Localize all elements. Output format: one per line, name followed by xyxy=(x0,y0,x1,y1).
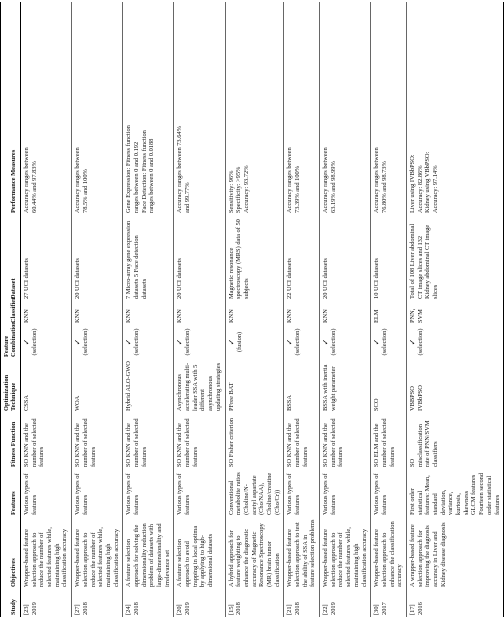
table-row xyxy=(21,2,72,617)
classifier-cell: KNN xyxy=(174,301,225,325)
table-row xyxy=(406,2,503,617)
objectives-cell: Wrapper-based feature selection approach to test the ability of SSA in feature selection problems xyxy=(284,517,320,589)
performance-measures-cell xyxy=(21,2,72,215)
performance-line: Accuracy ranges between xyxy=(74,147,82,213)
study-year: 2018 xyxy=(235,602,243,615)
optimization-technique-cell: SCO xyxy=(371,359,407,413)
combination-type: (selection) xyxy=(31,328,38,356)
header-classifier: Classifier xyxy=(1,301,21,325)
performance-line: 76.80% and 98.73% xyxy=(380,161,388,213)
fitness-function-cell: SO Fisher criterion xyxy=(225,413,284,469)
fitness-function-cell: SO ELM and the number of selected features xyxy=(371,413,407,469)
combination-type: (fusion) xyxy=(235,331,243,353)
combination-type: (selection) xyxy=(184,328,192,356)
checkmark-icon: ✓ xyxy=(285,338,295,346)
table-row xyxy=(371,2,407,617)
objectives-cell: A feature selection approach to avoid trapping in local optima by applying to high-dimensional datasets xyxy=(174,517,225,589)
study-cell xyxy=(21,589,72,617)
features-cell: Various types of features xyxy=(371,469,407,517)
combination-type: (selection) xyxy=(133,328,141,356)
study-ref: [23] xyxy=(23,604,30,615)
header-fitness-function: Fitness Function xyxy=(1,413,21,469)
performance-line: Accuracy ranges between 73.64% xyxy=(176,126,184,213)
objectives-cell: Wrapper-based feature selection approach to reduce the number of selected features while, maintaining high classification accuracy xyxy=(72,517,123,589)
comparison-table xyxy=(0,2,504,617)
dataset-cell: 27 UCI datasets xyxy=(21,215,72,301)
header-row xyxy=(1,2,21,617)
checkmark-icon: ✓ xyxy=(321,338,331,346)
study-cell xyxy=(284,589,320,617)
classifier-cell: KNN xyxy=(320,301,371,325)
combination-type: (selection) xyxy=(294,328,302,356)
checkmark-icon: ✓ xyxy=(22,338,31,346)
study-year: 2018 xyxy=(132,602,140,615)
study-ref: [24] xyxy=(125,604,133,615)
table-row xyxy=(174,2,225,617)
features-cell: First order statistical features: Mean, standard deviation, variance, kurtosis, skewness GLCM features Fourteen second order statistical features xyxy=(406,469,503,517)
features-cell: Conventional metabolite ratios (Choline/N-acetyl aspartate (Cho/NAA), Choline/creatine (Cho/Cr)) xyxy=(225,469,284,517)
objectives-cell: A hybrid approach for feature weighting to enhance the diagnostic accuracy of Magnetic Resonance Spectroscopy (MR) brain tumor classification xyxy=(225,517,284,589)
feature-combination-cell xyxy=(225,325,284,359)
feature-combination-cell xyxy=(320,325,371,359)
header-objectives: Objectives xyxy=(1,517,21,589)
study-ref: [27] xyxy=(74,604,82,615)
study-cell xyxy=(72,589,123,617)
header-study: Study xyxy=(1,589,21,617)
study-year: 2017 xyxy=(380,602,388,615)
checkmark-icon: ✓ xyxy=(73,338,83,346)
classifier-cell: KNN xyxy=(225,301,284,325)
feature-combination-cell xyxy=(284,325,320,359)
classifier-cell: KNN xyxy=(284,301,320,325)
study-ref: [30] xyxy=(373,604,381,615)
features-cell: Various types of features xyxy=(320,469,371,517)
performance-measures-cell xyxy=(320,2,371,215)
objectives-cell: Wrapper-based feature selection approach to reduce the number of selected features while, maintaining high classification accuracy xyxy=(320,517,371,589)
classifier-cell: KNN xyxy=(72,301,123,325)
classifier-cell: PNN, SVM xyxy=(406,301,503,325)
study-year: 2016 xyxy=(416,602,424,615)
dataset-cell: 20 UCI datasets xyxy=(320,215,371,301)
performance-line: and 99.77% xyxy=(184,182,192,213)
fitness-function-cell: SO KNN and the number of selected features xyxy=(72,413,123,469)
performance-line: Accuracy ranges between xyxy=(373,147,381,213)
performance-line: 63.19% and 98.99% xyxy=(329,161,337,213)
checkmark-icon: ✓ xyxy=(175,338,185,346)
classifier-cell: ELM xyxy=(371,301,407,325)
features-cell: Various types of features xyxy=(21,469,72,517)
performance-line: 73.39% and 100% xyxy=(294,165,301,213)
study-year: 2018 xyxy=(81,602,89,615)
performance-line: 60.44% and 97.83% xyxy=(30,161,38,213)
classifier-cell: KNN xyxy=(123,301,174,325)
performance-line: Accuracy: 93.72% xyxy=(242,165,250,213)
objectives-cell: Wrapper-based feature selection approach to enhance the classification accuracy xyxy=(371,517,407,589)
study-cell xyxy=(371,589,407,617)
checkmark-icon: ✓ xyxy=(372,338,382,346)
study-year: 2018 xyxy=(294,602,301,615)
dataset-cell: 20 UCI datasets xyxy=(174,215,225,301)
study-year: 2019 xyxy=(184,602,192,615)
performance-line: ranges between 0 and 0.0188 xyxy=(148,138,156,213)
performance-measures-cell xyxy=(225,2,284,215)
performance-line: Accuracy: 97.14% xyxy=(432,165,439,213)
fitness-function-cell: SO KNN and the number of selected features xyxy=(21,413,72,469)
study-cell xyxy=(174,589,225,617)
optimization-technique-cell: WOA xyxy=(72,359,123,413)
performance-line: Accuracy ranges between xyxy=(286,147,294,213)
feature-combination-cell xyxy=(72,325,123,359)
performance-line: Accuracy ranges between xyxy=(322,147,330,213)
objectives-cell: Wrapper-based feature selection approach to reduce the number of selected features while, maintaining high classification accuracy xyxy=(21,517,72,589)
study-year: 2019 xyxy=(329,602,337,615)
performance-measures-cell xyxy=(371,2,407,215)
study-ref: [15] xyxy=(227,604,235,615)
feature-combination-cell xyxy=(371,325,407,359)
study-ref: [22] xyxy=(322,604,330,615)
checkmark-icon: ✓ xyxy=(124,338,134,346)
header-dataset: Dataset xyxy=(1,215,21,301)
table-body xyxy=(21,2,504,617)
optimization-technique-cell: PFree BAT xyxy=(225,359,284,413)
performance-line: Accuracy: 82.86% xyxy=(416,165,424,213)
optimization-technique-cell: BSSA xyxy=(284,359,320,413)
header-features: Features xyxy=(1,469,21,517)
performance-line: Accuracy ranges between xyxy=(23,147,30,213)
feature-combination-cell xyxy=(406,325,503,359)
study-cell xyxy=(406,589,503,617)
combination-type: (selection) xyxy=(82,328,90,356)
header-optimization-technique: Optimization Technique xyxy=(1,359,21,413)
dataset-cell: 10 UCI datasets xyxy=(371,215,407,301)
table-row xyxy=(72,2,123,617)
table-row xyxy=(225,2,284,617)
performance-measures-cell xyxy=(72,2,123,215)
optimization-technique-cell: Hybrid ALO-GWO xyxy=(123,359,174,413)
table-row xyxy=(123,2,174,617)
header-performance-measures: Performance Measures xyxy=(1,2,21,215)
optimization-technique-cell: Asynchronous accelerating multi-leader SSA with 5 different asynchronous updating strategies xyxy=(174,359,225,413)
fitness-function-cell: SO KNN and the number of selected features xyxy=(320,413,371,469)
header-feature-combination: Feature Combination xyxy=(1,325,21,359)
classifier-cell: KNN xyxy=(21,301,72,325)
performance-measures-cell xyxy=(174,2,225,215)
dataset-cell: Total of 108 Liver abdominal CT image slices and 132 Kidney abdominal CT image slices xyxy=(406,215,503,301)
fitness-function-cell: SO KNN and the number of selected features xyxy=(123,413,174,469)
table-row xyxy=(320,2,371,617)
performance-line: Kidney using VBbPSO: xyxy=(424,151,432,213)
performance-line: Sensitivity: 96% xyxy=(227,170,235,213)
combination-type: (selection) xyxy=(416,328,424,356)
study-cell xyxy=(320,589,371,617)
optimization-technique-cell: VBBPSO IVBbPSO xyxy=(406,359,503,413)
objectives-cell: A feature selection approach for solving the dimensionality reduction problem of datasets with large-dimensionality and irrelevance set xyxy=(123,517,174,589)
performance-line: Liver using IVBbPSO: xyxy=(408,154,416,213)
dataset-cell: 22 UCI datasets xyxy=(284,215,320,301)
performance-measures-cell xyxy=(284,2,320,215)
performance-line: ranges between 0 and 0.192 xyxy=(132,141,140,213)
table-row xyxy=(284,2,320,617)
features-cell: Various types of features xyxy=(284,469,320,517)
fitness-function-cell: SO misclassification rate of PNN/SVM classifiers xyxy=(406,413,503,469)
checkmark-icon: ✓ xyxy=(226,338,236,346)
performance-measures-cell xyxy=(406,2,503,215)
fitness-function-cell: SO KNN and the number of selected features xyxy=(174,413,225,469)
features-cell: Various types of features xyxy=(174,469,225,517)
checkmark-icon: ✓ xyxy=(407,338,417,346)
feature-combination-cell xyxy=(123,325,174,359)
feature-combination-cell xyxy=(174,325,225,359)
combination-type: (selection) xyxy=(330,328,338,356)
study-cell xyxy=(123,589,174,617)
optimization-technique-cell: BSSA with inertia weight parameter xyxy=(320,359,371,413)
fitness-function-cell: SO KNN and the number of selected features xyxy=(284,413,320,469)
study-ref: [17] xyxy=(408,604,416,615)
features-cell: Various types of features xyxy=(123,469,174,517)
objectives-cell: A wrapper-based feature selection approach for improving the diagnosis accuracy in Liver and Kidney disease diagnosis xyxy=(406,517,503,589)
combination-type: (selection) xyxy=(381,328,389,356)
dataset-cell: 20 UCI datasets xyxy=(72,215,123,301)
performance-line: 78.5% and 100% xyxy=(81,169,89,213)
study-ref: [20] xyxy=(176,604,184,615)
features-cell: Various types of features xyxy=(72,469,123,517)
study-cell xyxy=(225,589,284,617)
performance-measures-cell xyxy=(123,2,174,215)
performance-line: Gene Expression: Fitness function xyxy=(125,125,133,213)
dataset-cell: 7 Micro-array gene expression datasets 5 Face detection datasets xyxy=(123,215,174,301)
study-year: 2019 xyxy=(30,602,38,615)
performance-line: Face Detection: Fitness function xyxy=(140,130,148,213)
dataset-cell: Magnetic resonance spectroscopy (MRS) data of 50 subjects xyxy=(225,215,284,301)
optimization-technique-cell: CSSA xyxy=(21,359,72,413)
study-ref: [21] xyxy=(286,604,294,615)
feature-combination-cell xyxy=(21,325,72,359)
performance-line: Specificity: >95% xyxy=(235,166,243,213)
